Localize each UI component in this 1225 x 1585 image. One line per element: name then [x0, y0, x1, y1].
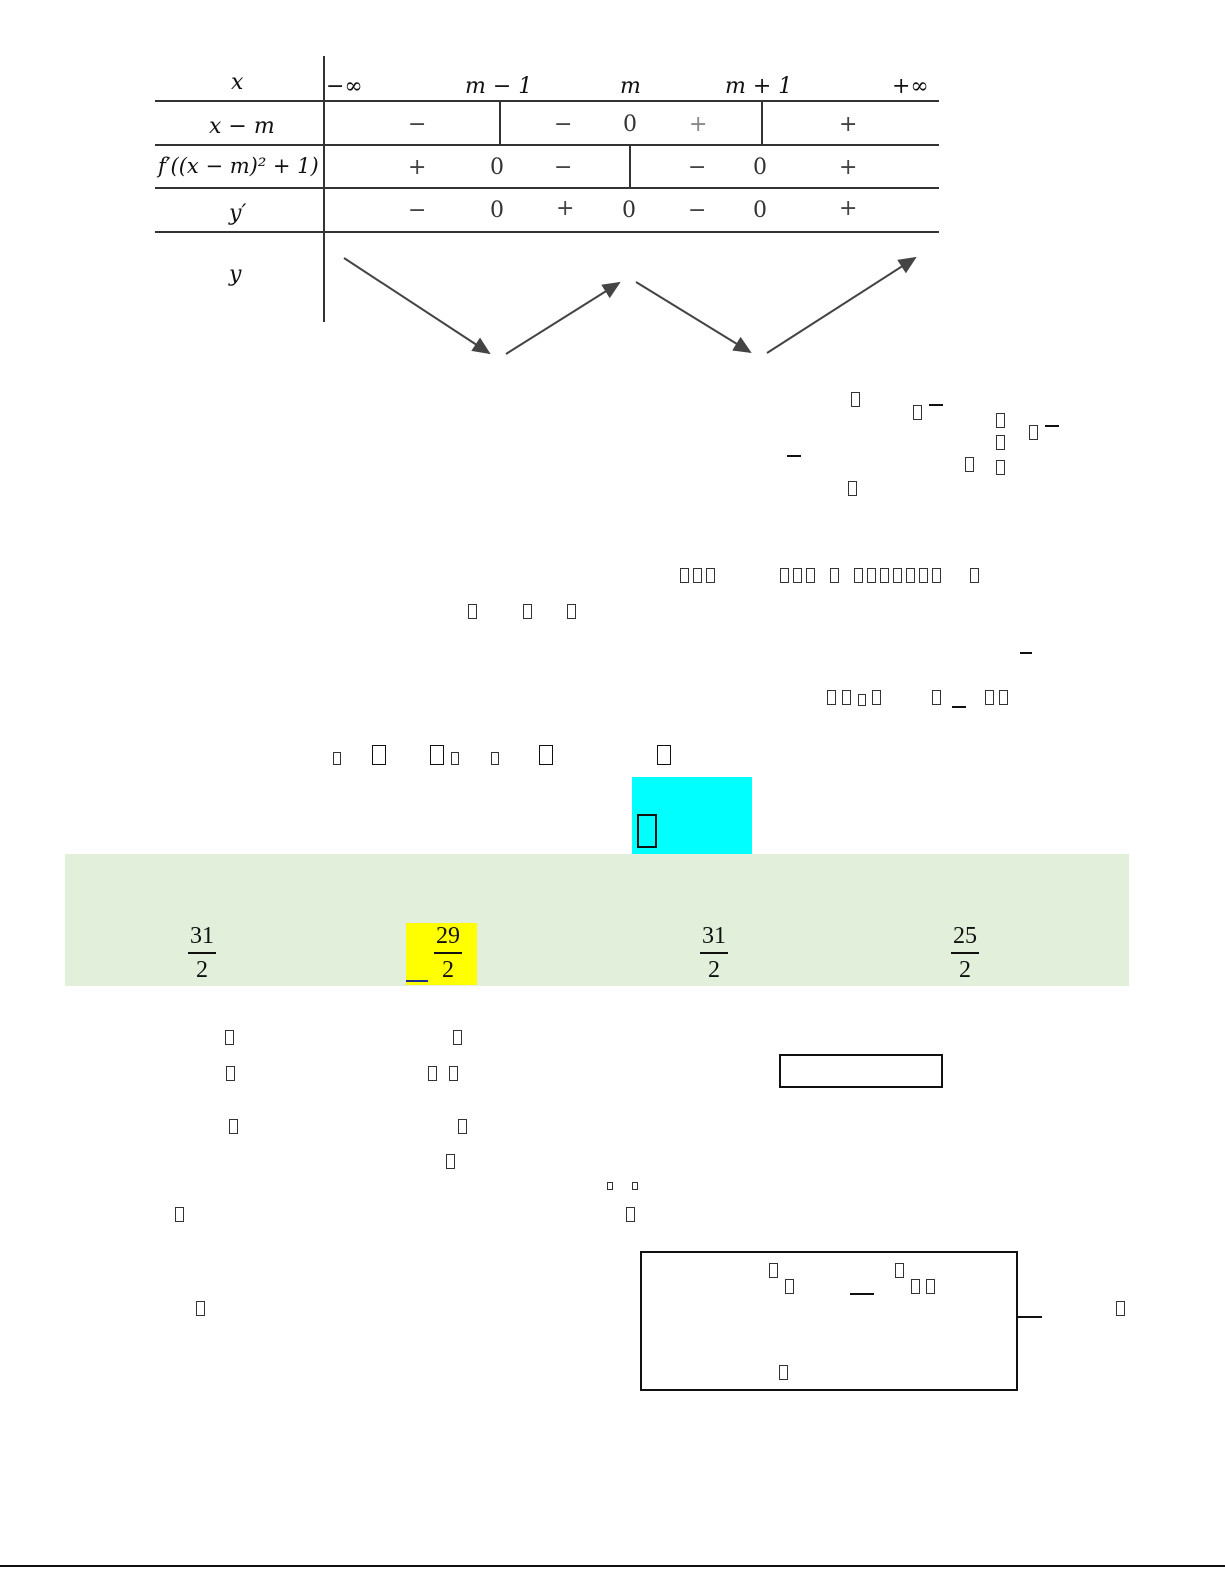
answer-c-numerator: 31: [702, 923, 726, 949]
yp-sign-4: +: [839, 196, 858, 221]
minus-rule: [1018, 1316, 1042, 1318]
glyph-placeholder: [468, 604, 477, 619]
glyph-placeholder: [999, 690, 1008, 705]
answer-option-c[interactable]: [694, 922, 734, 984]
glyph-placeholder: [693, 568, 702, 583]
glyph-placeholder: [607, 1182, 613, 1190]
fp-sign-1: +: [408, 155, 427, 180]
fraction-bar: [951, 952, 979, 954]
glyph-placeholder: [858, 694, 866, 706]
answer-option-a[interactable]: [182, 922, 222, 984]
glyph-placeholder: [919, 568, 928, 583]
glyph-placeholder: [372, 745, 386, 765]
glyph-placeholder: [895, 1263, 904, 1278]
fraction-bar: [188, 952, 216, 954]
yp-zero-3: 0: [753, 198, 767, 223]
glyph-placeholder: [970, 568, 979, 583]
answer-b-denominator: 2: [442, 956, 454, 983]
variation-arrows: [0, 0, 1225, 380]
glyph-placeholder: [428, 1066, 437, 1081]
glyph-placeholder: [706, 568, 715, 583]
glyph-placeholder: [932, 690, 941, 705]
minus-rule: [1020, 652, 1032, 654]
glyph-placeholder: [906, 568, 915, 583]
glyph-placeholder: [985, 690, 994, 705]
glyph-placeholder: [911, 1279, 920, 1294]
x-value-m-plus-1: m + 1: [725, 74, 793, 99]
fp-zero-1: 0: [490, 155, 504, 180]
glyph-placeholder: [780, 568, 789, 583]
minus-rule: [929, 404, 943, 406]
glyph-placeholder: [523, 604, 532, 619]
glyph-placeholder: [827, 690, 836, 705]
glyph-placeholder: [451, 752, 459, 765]
fp-sign-2: −: [554, 155, 573, 180]
minus-rule: [406, 980, 428, 982]
yp-sign-2: +: [556, 196, 575, 221]
glyph-placeholder: [657, 745, 671, 765]
minus-rule: [952, 706, 966, 708]
glyph-placeholder: [893, 568, 902, 583]
page-bottom-rule: [0, 1565, 1225, 1567]
glyph-placeholder: [926, 1279, 935, 1294]
glyph-placeholder: [996, 435, 1005, 450]
glyph-placeholder: [996, 413, 1005, 428]
answer-c-denominator: 2: [708, 956, 720, 983]
xm-zero: 0: [623, 112, 637, 137]
glyph-placeholder: [872, 690, 881, 705]
minus-rule: [787, 455, 801, 457]
glyph-placeholder: [449, 1066, 458, 1081]
xm-sign-4: +: [839, 112, 858, 137]
fraction-bar: [700, 952, 728, 954]
glyph-placeholder: [229, 1119, 238, 1134]
row-label-x: x: [231, 70, 244, 95]
glyph-placeholder: [785, 1279, 794, 1294]
glyph-placeholder: [226, 1066, 235, 1081]
glyph-placeholder: [446, 1154, 455, 1169]
x-value-m: m: [620, 74, 641, 99]
glyph-placeholder: [854, 568, 863, 583]
yp-zero-1: 0: [490, 198, 504, 223]
yp-sign-3: −: [688, 198, 707, 223]
glyph-placeholder: [842, 690, 851, 705]
minus-rule: [1045, 425, 1059, 427]
highlighted-cell: [632, 777, 752, 854]
glyph-placeholder: [637, 814, 657, 848]
glyph-placeholder: [175, 1207, 184, 1222]
row-label-yprime: y′: [229, 201, 247, 226]
arrow-up-right-icon: [506, 283, 619, 354]
glyph-placeholder: [830, 568, 839, 583]
glyph-placeholder: [453, 1030, 462, 1045]
glyph-placeholder: [632, 1182, 638, 1190]
glyph-placeholder: [851, 392, 860, 407]
answer-b-numerator: 29: [436, 923, 460, 949]
fp-sign-3: −: [688, 155, 707, 180]
glyph-placeholder: [779, 1365, 788, 1380]
fp-zero-2: 0: [753, 155, 767, 180]
glyph-placeholder: [793, 568, 802, 583]
glyph-placeholder: [539, 745, 553, 765]
empty-boxed-formula: [779, 1054, 943, 1088]
glyph-placeholder: [1029, 425, 1038, 440]
fp-sign-4: +: [839, 155, 858, 180]
x-value-neg-inf: −∞: [326, 74, 363, 99]
xm-sign-1: −: [408, 112, 427, 137]
glyph-placeholder: [867, 568, 876, 583]
glyph-placeholder: [965, 457, 974, 472]
glyph-placeholder: [769, 1263, 778, 1278]
row-label-xm: x − m: [209, 114, 275, 139]
x-value-pos-inf: +∞: [892, 74, 929, 99]
arrow-down-right-icon: [636, 282, 750, 352]
glyph-placeholder: [680, 568, 689, 583]
glyph-placeholder: [333, 752, 341, 765]
row-label-y: y: [229, 262, 242, 287]
glyph-placeholder: [567, 604, 576, 619]
yp-sign-1: −: [408, 198, 427, 223]
glyph-placeholder: [932, 568, 941, 583]
glyph-placeholder: [996, 460, 1005, 475]
glyph-placeholder: [430, 745, 444, 765]
glyph-placeholder: [880, 568, 889, 583]
xm-sign-3: +: [689, 112, 708, 137]
glyph-placeholder: [806, 568, 815, 583]
arrow-up-right-icon: [767, 258, 915, 353]
glyph-placeholder: [913, 405, 922, 420]
glyph-placeholder: [848, 481, 857, 496]
glyph-placeholder: [196, 1301, 205, 1316]
answer-a-numerator: 31: [190, 923, 214, 949]
yp-zero-2: 0: [622, 198, 636, 223]
row-label-fprime: f′((x − m)² + 1): [158, 154, 319, 178]
fraction-bar: [434, 952, 462, 954]
answer-d-denominator: 2: [959, 956, 971, 983]
glyph-placeholder: [1116, 1301, 1125, 1316]
glyph-placeholder: [626, 1207, 635, 1222]
glyph-placeholder: [458, 1119, 467, 1134]
answer-option-b[interactable]: [428, 922, 468, 984]
arrow-down-right-icon: [344, 258, 489, 353]
answer-d-numerator: 25: [953, 923, 977, 949]
glyph-placeholder: [491, 752, 499, 765]
glyph-placeholder: [225, 1030, 234, 1045]
boxed-formula: [640, 1251, 1018, 1391]
xm-sign-2: −: [554, 112, 573, 137]
fraction-bar: [850, 1293, 874, 1295]
x-value-m-minus-1: m − 1: [465, 74, 533, 99]
answer-a-denominator: 2: [196, 956, 208, 983]
answer-option-d[interactable]: [945, 922, 985, 984]
